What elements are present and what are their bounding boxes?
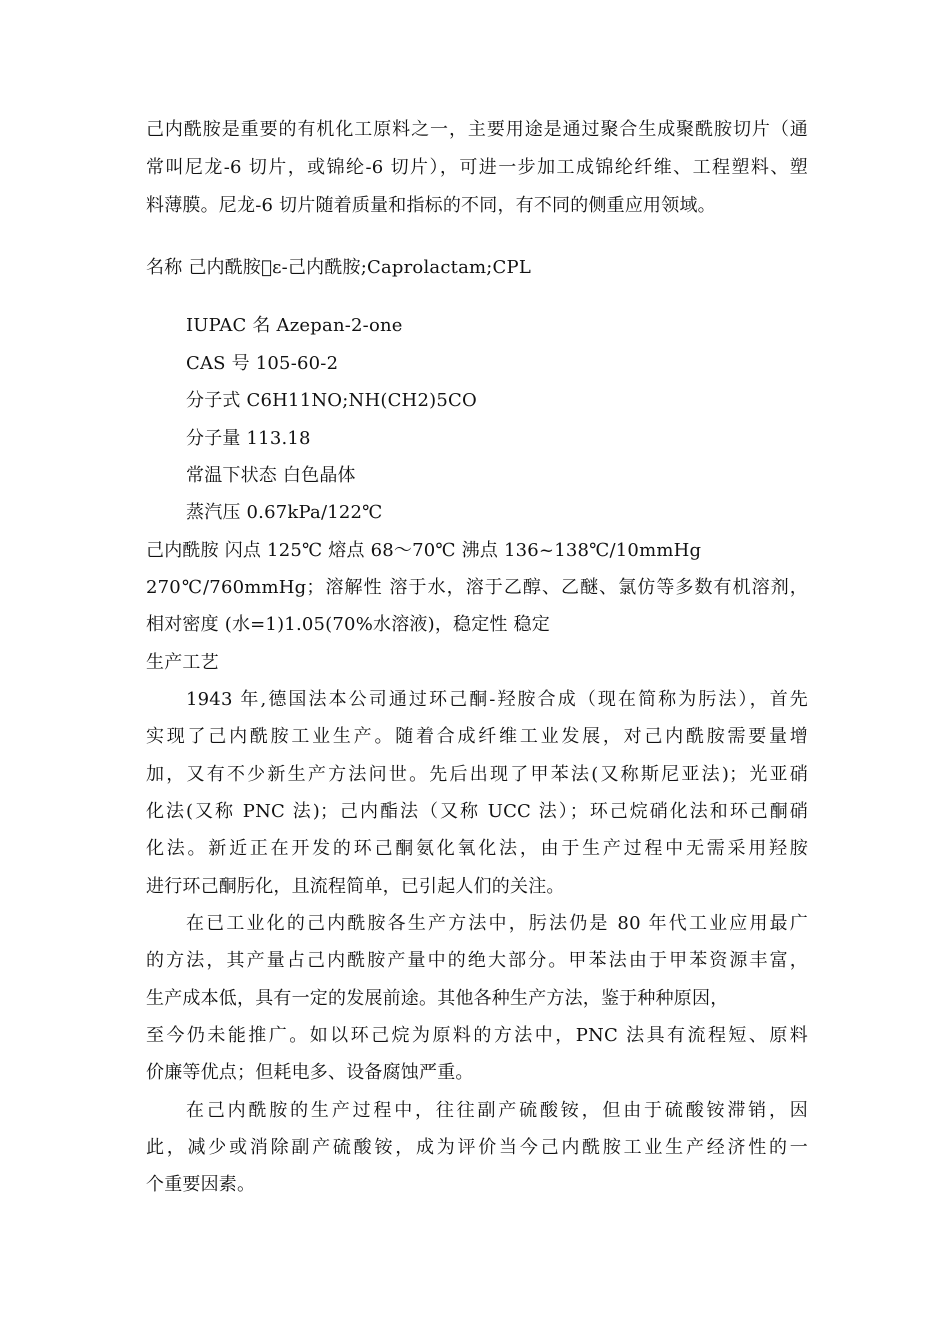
process-para-2-line-5: 价廉等优点；但耗电多、设备腐蚀严重。 bbox=[146, 1062, 474, 1083]
molecular-weight-line: 分子量 113.18 bbox=[186, 428, 311, 449]
process-para-1-line-2: 实现了己内酰胺工业生产。随着合成纤维工业发展，对己内酰胺需要量增 bbox=[146, 726, 808, 747]
process-para-1-line-1: 1943 年,德国法本公司通过环己酮-羟胺合成（现在简称为肟法），首先 bbox=[186, 689, 808, 710]
properties-line-2: 270℃/760mmHg；溶解性 溶于水，溶于乙醇、乙醚、氯仿等多数有机溶剂， bbox=[146, 577, 808, 598]
process-para-3-line-3: 个重要因素。 bbox=[146, 1174, 256, 1195]
section-heading: 生产工艺 bbox=[146, 652, 219, 673]
properties-line-1: 己内酰胺 闪点 125℃ 熔点 68～70℃ 沸点 136~138℃/10mmHg bbox=[146, 540, 702, 561]
process-para-3-line-1: 在己内酰胺的生产过程中，往往副产硫酸铵，但由于硫酸铵滞销，因 bbox=[186, 1100, 808, 1121]
vapor-pressure-line: 蒸汽压 0.67kPa/122℃ bbox=[186, 502, 383, 523]
formula-line: 分子式 C6H11NO;NH(CH2)5CO bbox=[186, 390, 477, 411]
intro-line-1: 己内酰胺是重要的有机化工原料之一，主要用途是通过聚合生成聚酰胺切片（通 bbox=[146, 119, 808, 140]
process-para-2-line-1: 在已工业化的己内酰胺各生产方法中，肟法仍是 80 年代工业应用最广 bbox=[186, 913, 808, 934]
process-para-1-line-4: 化法(又称 PNC 法)；己内酯法（又称 UCC 法）；环己烷硝化法和环己酮硝 bbox=[146, 801, 808, 822]
process-para-1-line-3: 加，又有不少新生产方法问世。先后出现了甲苯法(又称斯尼亚法)；光亚硝 bbox=[146, 764, 808, 785]
iupac-line: IUPAC 名 Azepan-2-one bbox=[186, 315, 403, 336]
process-para-2-line-4: 至今仍未能推广。如以环己烷为原料的方法中，PNC 法具有流程短、原料 bbox=[146, 1025, 808, 1046]
intro-line-3: 料薄膜。尼龙-6 切片随着质量和指标的不同，有不同的侧重应用领域。 bbox=[146, 195, 716, 216]
process-para-1-line-6: 进行环己酮肟化，且流程简单，已引起人们的关注。 bbox=[146, 876, 565, 897]
intro-line-2: 常叫尼龙-6 切片，或锦纶-6 切片），可进一步加工成锦纶纤维、工程塑料、塑 bbox=[146, 157, 808, 178]
cas-line: CAS 号 105-60-2 bbox=[186, 353, 339, 374]
process-para-1-line-5: 化法。新近正在开发的环己酮氨化氧化法，由于生产过程中无需采用羟胺 bbox=[146, 838, 808, 859]
process-para-2-line-2: 的方法，其产量占己内酰胺产量中的绝大部分。甲苯法由于甲苯资源丰富， bbox=[146, 950, 808, 971]
state-line: 常温下状态 白色晶体 bbox=[186, 465, 356, 486]
process-para-3-line-2: 此，减少或消除副产硫酸铵，成为评价当今己内酰胺工业生产经济性的一 bbox=[146, 1137, 808, 1158]
properties-line-3: 相对密度 (水=1)1.05(70%水溶液)，稳定性 稳定 bbox=[146, 614, 550, 635]
name-line: 名称 己内酰胺 ε-己内酰胺;Caprolactam;CPL bbox=[146, 257, 531, 278]
process-para-2-line-3: 生产成本低，具有一定的发展前途。其他各种生产方法，鉴于种种原因， bbox=[146, 988, 729, 1009]
